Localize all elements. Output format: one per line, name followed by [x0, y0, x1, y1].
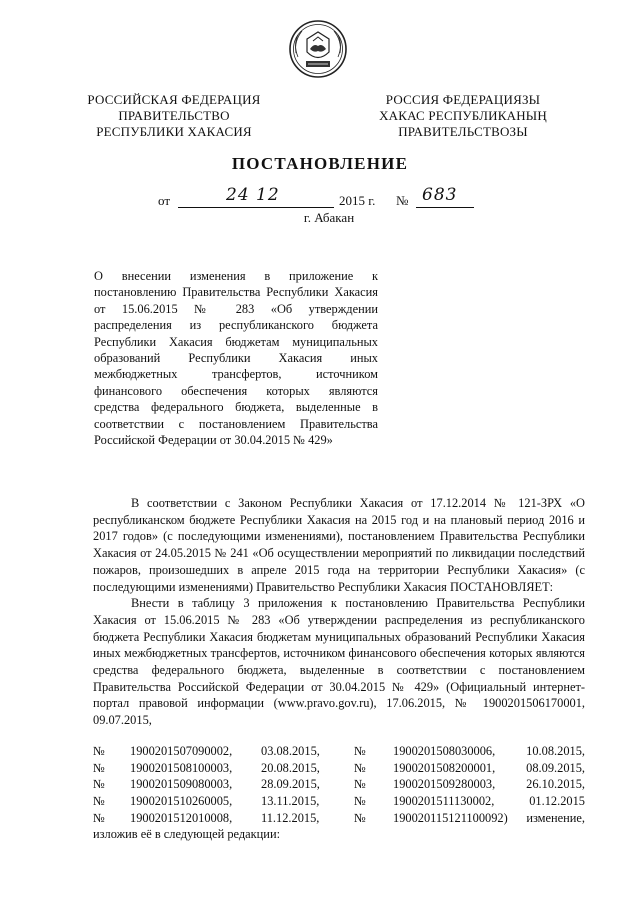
table-cell: 11.12.2015,	[261, 810, 320, 825]
table-cell: 1900201511130002,	[393, 794, 495, 809]
header-left-line-1: РОССИЙСКАЯ ФЕДЕРАЦИЯ	[87, 92, 261, 107]
document-title: ПОСТАНОВЛЕНИЕ	[231, 154, 409, 173]
body-paragraph-2: Внести в таблицу 3 приложения к постановлению Правительства Республики Хакасия от 15.06.2015 № 283 «Об утверждении распределения из республиканского бюджета Республики Хакасия бюджетам муниципальных образований Республики Хакасия иных межбюджетных трансфертов, источником финансового обеспечения которых являются средства федерального бюджета, выделенные в соответствии с постановлением Правительства Российской Федерации от 30.04.2015 № 429» (Официальный интернет-портал правовой информации (www.pravo.gov.ru), 17.06.2015, № 1900201506170001, 09.07.2015,	[93, 596, 585, 728]
table-cell: 01.12.2015	[529, 794, 585, 809]
date-handwritten: 24 12	[226, 185, 280, 205]
table-cell: №	[93, 810, 105, 825]
header-right-line-2: ХАКАС РЕСПУБЛИКАНЫҢ	[379, 108, 547, 123]
table-cell: 20.08.2015,	[261, 760, 320, 775]
table-cell: 190020115121100092)	[393, 810, 508, 825]
table-cell: №	[354, 760, 366, 775]
header-left-block	[74, 92, 274, 140]
header-left-line-2: ПРАВИТЕЛЬСТВО	[118, 108, 230, 123]
header-right-line-1: РОССИЯ ФЕДЕРАЦИЯЗЫ	[385, 92, 541, 107]
table-cell: 28.09.2015,	[261, 777, 320, 792]
publication-numbers	[93, 743, 585, 826]
table-cell: 1900201512010008,	[130, 810, 233, 825]
table-cell: №	[93, 760, 105, 775]
table-row	[93, 760, 585, 777]
header-right-block	[358, 92, 568, 140]
table-row	[93, 743, 585, 760]
table-cell: 26.10.2015,	[526, 777, 585, 792]
table-cell: №	[354, 777, 366, 792]
table-cell: 08.09.2015,	[526, 760, 585, 775]
header-right-line-3: ПРАВИТЕЛЬСТВОЗЫ	[398, 124, 528, 139]
body-text	[93, 495, 585, 729]
city-label: г. Абакан	[303, 210, 355, 225]
number-sign: №	[396, 193, 409, 208]
table-cell: №	[354, 810, 366, 825]
table-cell: 03.08.2015,	[261, 744, 320, 758]
year-label: 2015 г.	[339, 193, 376, 208]
table-row	[93, 793, 585, 810]
table-cell: №	[354, 794, 366, 809]
table-cell: 1900201507090002,	[130, 744, 233, 758]
subject-block: О внесении изменения в приложение к постановлению Правительства Республики Хакасия от 15.06.2015 № 283 «Об утверждении распределения из республиканского бюджета Республики Хакасия бюджетам муниципальных образований Республики Хакасия иных межбюджетных трансфертов, источником финансового обеспечения которых являются средства федерального бюджета, выделенные в соответствии с постановлением Правительства Российской Федерации от 30.04.2015 № 429»	[94, 269, 378, 448]
body-paragraph-1: В соответствии с Законом Республики Хакасия от 17.12.2014 № 121-ЗРХ «О республиканском бюджете Республики Хакасия на 2015 год и на плановый период 2016 и 2017 годов» (с последующими изменениями), постановлением Правительства Республики Хакасия от 24.05.2015 № 241 «Об осуществлении мероприятий по ликвидации последствий пожаров, произошедших в апреле 2015 года на территории Республики Хакасия» (с последующими изменениями) Правительство Республики Хакасия ПОСТАНОВЛЯЕТ:	[93, 496, 585, 594]
header-left-line-3: РЕСПУБЛИКИ ХАКАСИЯ	[96, 124, 252, 139]
table-cell: изменение,	[526, 810, 585, 825]
date-number-line	[158, 185, 498, 211]
table-cell: 13.11.2015,	[261, 794, 320, 809]
table-cell: №	[93, 794, 105, 809]
number-handwritten: 683	[422, 185, 458, 205]
table-cell: 1900201508200001,	[393, 760, 496, 775]
table-row	[93, 810, 585, 827]
table-cell: №	[354, 744, 366, 758]
table-cell: №	[93, 744, 105, 758]
table-cell: 1900201509080003,	[130, 777, 233, 792]
table-cell: 1900201509280003,	[393, 777, 496, 792]
closing-line: изложив её в следующей редакции:	[93, 827, 281, 841]
table-cell: №	[93, 777, 105, 792]
date-prefix: от	[158, 193, 171, 208]
coat-of-arms-icon	[288, 19, 348, 79]
table-row	[93, 776, 585, 793]
table-cell: 1900201508030006,	[393, 744, 496, 758]
table-cell: 1900201510260005,	[130, 794, 233, 809]
table-cell: 1900201508100003,	[130, 760, 233, 775]
table-cell: 10.08.2015,	[526, 744, 585, 758]
